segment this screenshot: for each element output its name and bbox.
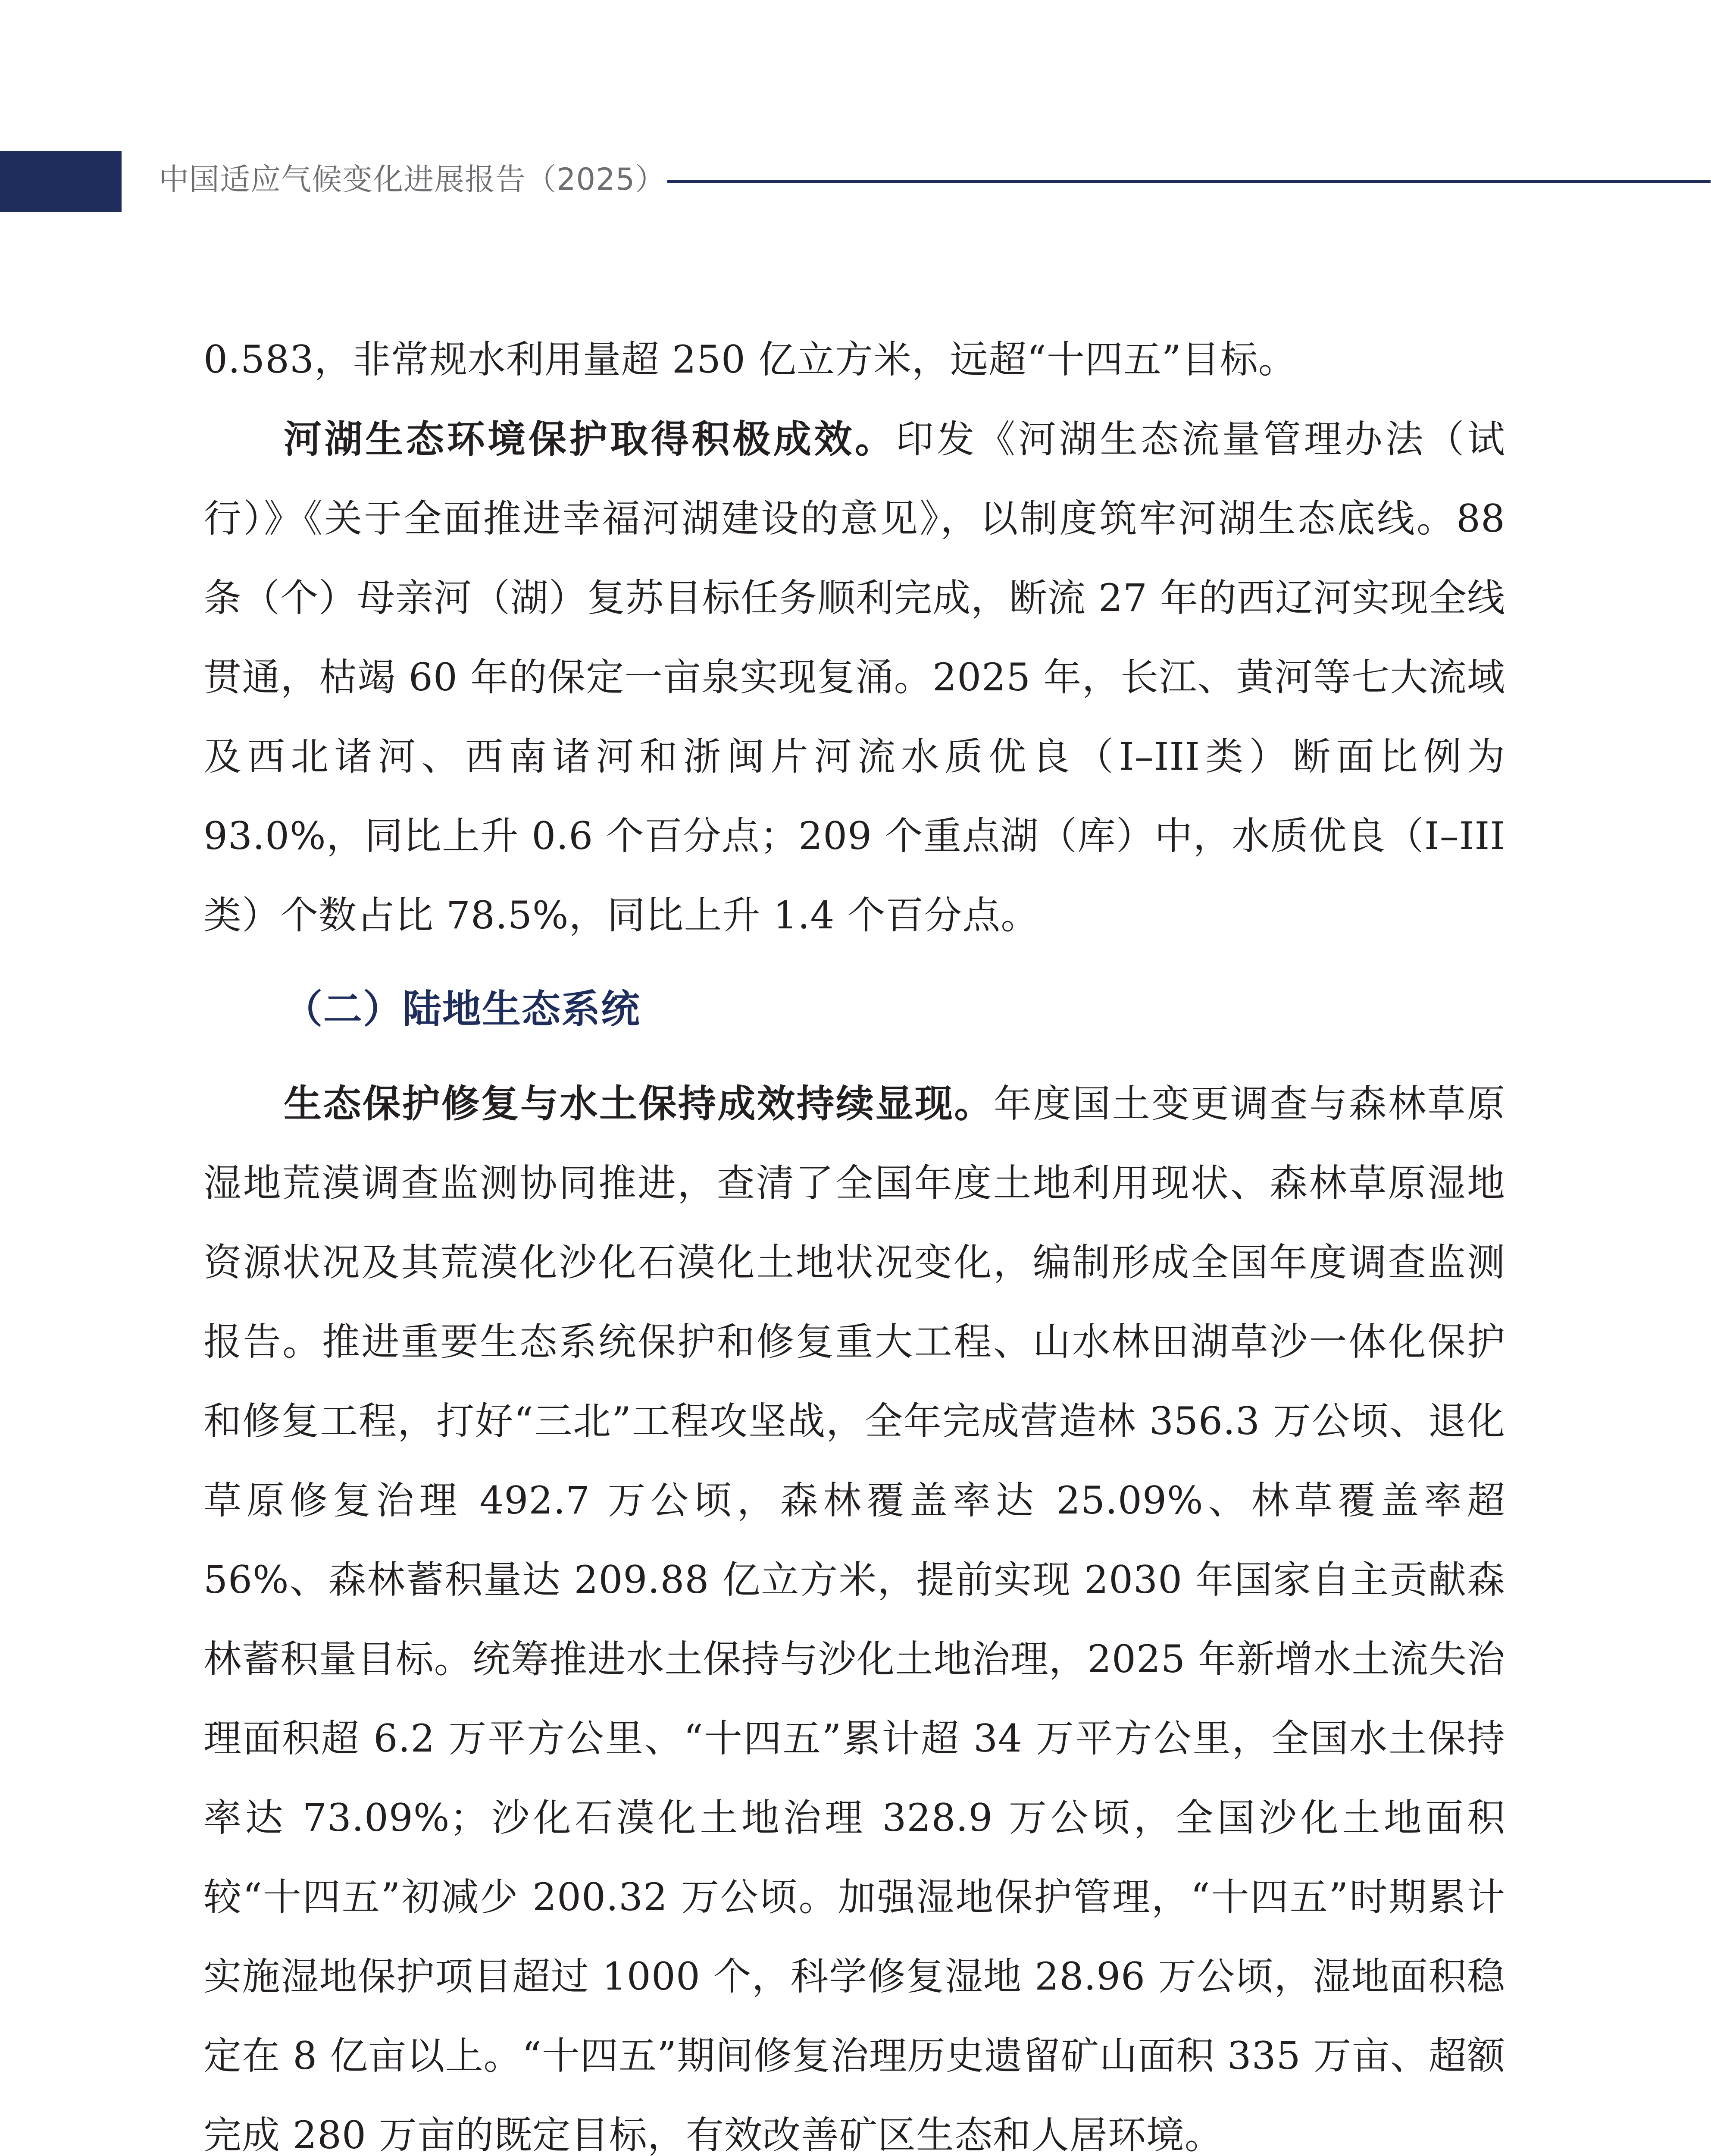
header-rule [667,180,1711,183]
paragraph-river-lake-protection [203,399,1505,955]
header-accent-block [0,151,122,212]
paragraph-lead-river-lake: 河湖生态环境保护取得积极成效。 [284,417,896,461]
paragraph-body-ecological: 年度国土变更调查与森林草原湿地荒漠调查监测协同推进，查清了全国年度土地利用现状、森林草原湿地资源状况及其荒漠化沙化石漠化土地状况变化，编制形成全国年度调查监测报告。推进重要生态系统保护和修复重大工程、山水林田湖草沙一体化保护和修复工程，打好“三北”工程攻坚战，全年完成营造林 356.3 万公顷、退化草原修复治理 492.7 万公顷，森林覆盖率达 25.09%、林草覆盖率超 56%、森林蓄积量达 209.88 亿立方米，提前实现 2030 年国家自主贡献森林蓄积量目标。统筹推进水土保持与沙化土地治理，2025 年新增水土流失治理面积超 6.2 万平方公里、“十四五”累计超 34 万平方公里，全国水土保持率达 73.09%；沙化石漠化土地治理 328.9 万公顷，全国沙化土地面积较“十四五”初减少 200.32 万公顷。加强湿地保护管理，“十四五”时期累计实施湿地保护项目超过 1000 个，科学修复湿地 28.96 万公顷，湿地面积稳定在 8 亿亩以上。“十四五”期间修复治理历史遗留矿山面积 335 万亩、超额完成 280 万亩的既定目标，有效改善矿区生态和人居环境。 [203,1081,1505,2156]
paragraph-body-river-lake: 印发《河湖生态流量管理办法（试行）》《关于全面推进幸福河湖建设的意见》，以制度筑牢河湖生态底线。88 条（个）母亲河（湖）复苏目标任务顺利完成，断流 27 年的西辽河实现全线贯通，枯竭 60 年的保定一亩泉实现复涌。2025 年，长江、黄河等七大流域及西北诸河、西南诸河和浙闽片河流水质优良（I–III类）断面比例为 93.0%，同比上升 0.6 个百分点；209 个重点湖（库）中，水质优良（I–III类）个数占比 78.5%，同比上升 1.4 个百分点。 [203,417,1505,937]
paragraph-ecological-restoration [203,1064,1505,2156]
paragraph-water-use: 0.583，非常规水利用量超 250 亿立方米，远超“十四五”目标。 [203,337,1297,382]
running-header-title: 中国适应气候变化进展报告（2025） [159,162,666,197]
page-content [203,320,1505,2156]
paragraph-lead-ecological: 生态保护修复与水土保持成效持续显现。 [284,1081,994,1126]
section-heading-terrestrial: （二）陆地生态系统 [284,987,641,1032]
